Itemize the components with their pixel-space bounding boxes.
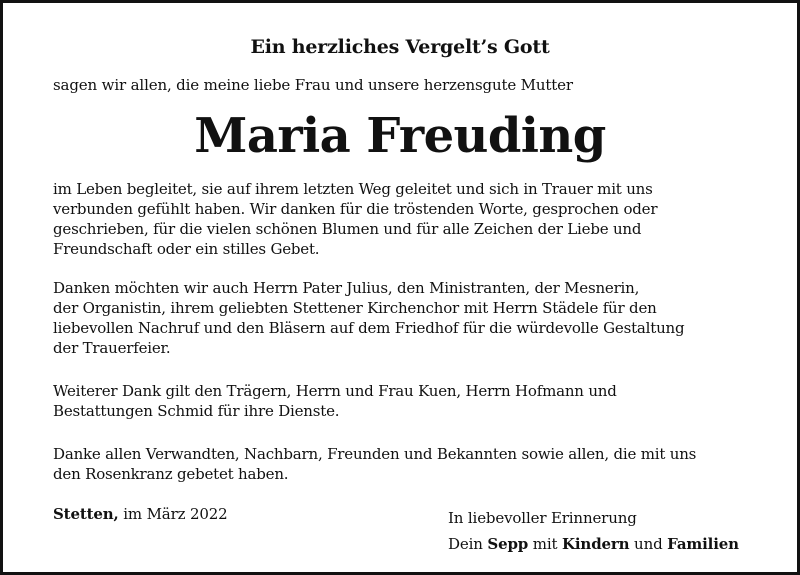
closing-block — [448, 505, 739, 557]
signature-line — [448, 531, 739, 557]
signature-families: Familien — [667, 535, 739, 553]
signature-children: Kindern — [562, 535, 630, 553]
notice-heading: Ein herzliches Vergelt’s Gott — [250, 36, 550, 58]
signature-middle-1: mit — [528, 535, 562, 553]
signature-husband: Sepp — [487, 535, 529, 553]
place: Stetten, — [53, 505, 119, 523]
intro-line: sagen wir allen, die meine liebe Frau und unsere herzensgute Mutter — [53, 76, 573, 94]
paragraph-relatives-thanks: Danke allen Verwandten, Nachbarn, Freunden und Bekannten sowie allen, die mit uns den Rosenkranz gebetet haben. — [53, 445, 697, 483]
place-date — [53, 505, 228, 523]
paragraph-further-thanks: Weiterer Dank gilt den Trägern, Herrn und Frau Kuen, Herrn Hofmann und Bestattungen Schmid für ihre Dienste. — [53, 382, 617, 420]
closing-line: In liebevoller Erinnerung — [448, 509, 637, 527]
signature-middle-2: und — [629, 535, 668, 553]
paragraph-church-thanks: Danken möchten wir auch Herrn Pater Julius, den Ministranten, der Mesnerin, der Organistin, ihrem geliebten Stettener Kirchenchor mit Herrn Städele für den liebevollen Nachruf und den Bläsern auf dem Friedhof für die würdevolle Gestaltung der Trauerfeier. — [53, 279, 685, 357]
date: im März 2022 — [118, 505, 228, 523]
signature-prefix: Dein — [448, 535, 488, 553]
paragraph-thanks: im Leben begleitet, sie auf ihrem letzten Weg geleitet und sich in Trauer mit uns verbunden gefühlt haben. Wir danken für die tröstenden Worte, gesprochen oder geschrieben, für die vielen schönen Blumen und für alle Zeichen der Liebe und Freundschaft oder ein stilles Gebet. — [53, 180, 658, 258]
deceased-name: Maria Freuding — [194, 108, 606, 164]
